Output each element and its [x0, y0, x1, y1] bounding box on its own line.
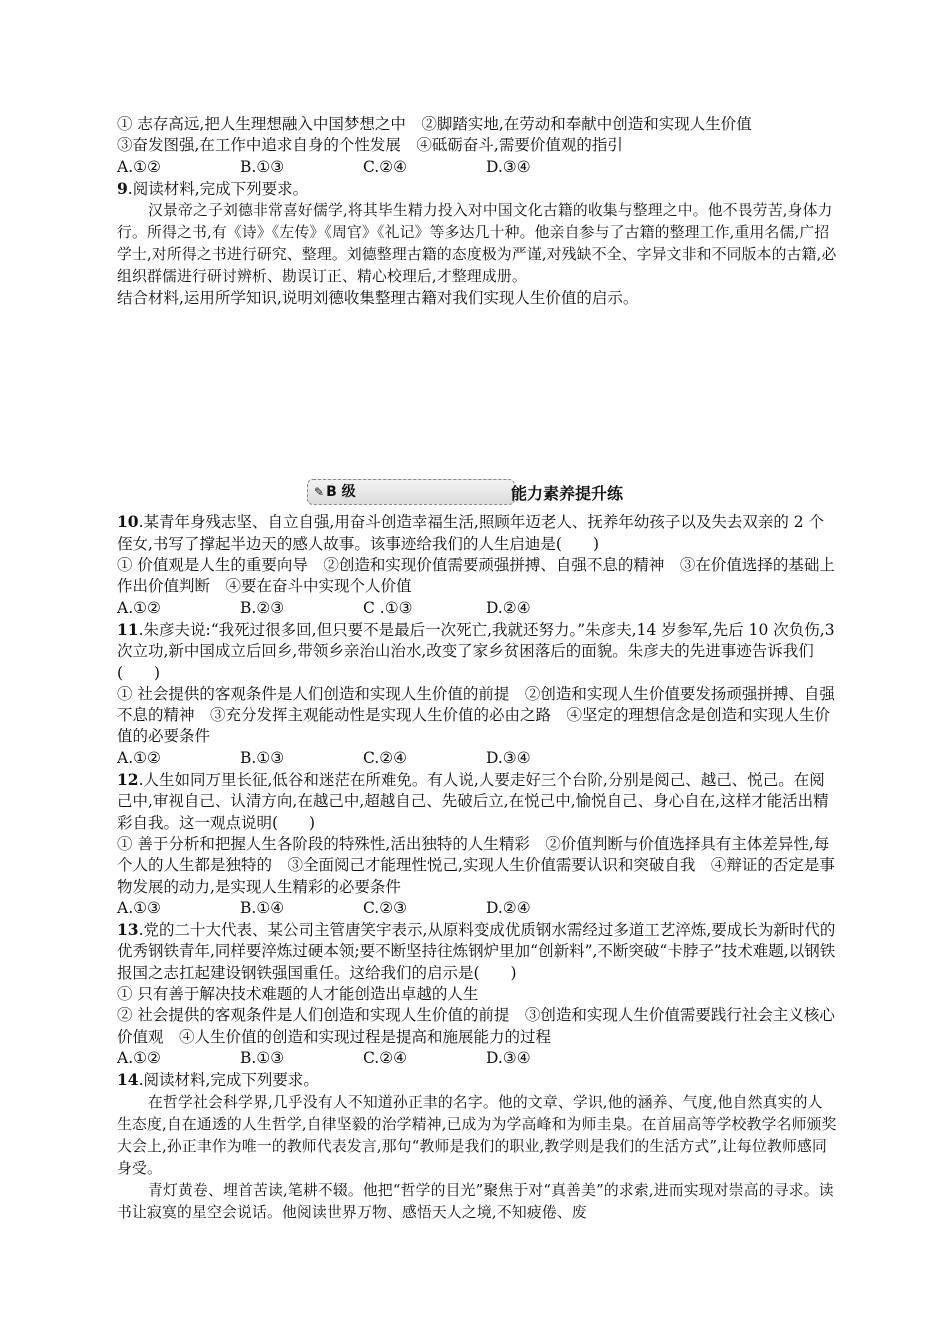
q14-stem-text: .阅读材料,完成下列要求。: [138, 1071, 319, 1090]
q13-option-1: ① 只有善于解决技术难题的人才能创造出卓越的人生: [117, 985, 479, 1004]
choice-a: A.①②: [117, 748, 161, 767]
choice-d: D.②④: [486, 898, 531, 917]
q11-stem-text: .朱彦夫说:“我死过很多回,但只要不是最后一次死亡,我就还努力。”朱彦夫,14 岁参军,先后 10 次负伤,3 次立功,新中国成立后回乡,带领乡亲治山治水,改变了家乡贫困落后的面貌。朱彦夫的先进事迹告诉我们( ): [117, 620, 835, 682]
choice-b: B.②③: [240, 598, 285, 617]
q10-stem-text: .某青年身残志坚、自立自强,用奋斗创造幸福生活,照顾年迈老人、抚养年幼孩子以及失去双亲的 2 个侄女,书写了撑起半边天的感人故事。该事迹给我们的人生启迪是( ): [117, 513, 825, 553]
q10-stem: [117, 511, 837, 555]
section-level-tab: [307, 479, 515, 505]
q9-stem: [117, 178, 837, 200]
q14-stem: [117, 1069, 837, 1091]
q9-stem-text: .阅读材料,完成下列要求。: [127, 179, 309, 198]
q12-choices: [117, 898, 837, 919]
q13-stem-text: .党的二十大代表、某公司主管唐笑宇表示,从原料变成优质钢水需经过多道工艺淬炼,要成长为新时代的优秀钢铁青年,同样要淬炼过硬本领;要不断坚持往炼钢炉里加“创新料”,不断突破“卡脖子”技术难题,以钢铁报国之志扛起建设钢铁强国重任。这给我们的启示是( ): [117, 921, 836, 982]
choice-d: D.②④: [486, 598, 531, 617]
choice-c: C.②③: [363, 898, 408, 917]
choice-c: C.②④: [363, 1048, 408, 1067]
choice-d: D.③④: [486, 157, 531, 176]
choice-b: B.①④: [240, 898, 285, 917]
q9-requirement: 结合材料,运用所学知识,说明刘德收集整理古籍对我们实现人生价值的启示。: [117, 289, 639, 308]
q12-options: ① 善于分析和把握人生各阶段的特殊性,活出独特的人生精彩 ②价值判断与价值选择具有主体差异性,每个人的人生都是独特的 ③全面阅己才能理性悦己,实现人生价值需要认识和突破自我 ④辩证的否定是事物发展的动力,是实现人生精彩的必要条件: [117, 834, 835, 896]
q11-number: 11: [117, 619, 139, 639]
q10-options: ① 价值观是人生的重要向导 ②创造和实现价值需要顽强拼搏、自强不息的精神 ③在价值选择的基础上作出价值判断 ④要在奋斗中实现个人价值: [117, 556, 835, 596]
page-content: [117, 114, 837, 1224]
section-title: 能力素养提升练: [511, 484, 624, 504]
section-header: [117, 479, 837, 509]
choice-c: C.②④: [363, 748, 408, 767]
answer-space: [117, 309, 837, 479]
choice-a: A.①②: [117, 598, 161, 617]
pencil-icon: ✎: [314, 485, 325, 500]
q14-number: 14: [117, 1070, 139, 1090]
choice-a: A.①②: [117, 1048, 161, 1067]
q8-options-line-2: ③奋发图强,在工作中追求自身的个性发展 ④砥砺奋斗,需要价值观的指引: [117, 136, 623, 155]
choice-b: B.①③: [240, 157, 285, 176]
q13-options: ② 社会提供的客观条件是人们创造和实现人生价值的前提 ③创造和实现人生价值需要践行社会主义核心价值观 ④人生价值的创造和实现过程是提高和施展能力的过程: [117, 1006, 835, 1046]
q9-number: 9: [117, 178, 128, 198]
q9-material: 汉景帝之子刘德非常喜好儒学,将其毕生精力投入对中国文化古籍的收集与整理之中。他不畏劳苦,身体力行。所得之书,有《诗》《左传》《周官》《礼记》等多达几十种。他亲自参与了古籍的整理工作,重用名儒,广招学士,对所得之书进行研究、整理。刘德整理古籍的态度极为严谨,对残缺不全、字异文非和不同版本的古籍,必组织群儒进行研讨辨析、勘误订正、精心校理后,才整理成册。: [117, 202, 837, 286]
q12-number: 12: [117, 770, 139, 790]
q11-choices: [117, 748, 837, 769]
choice-a: A.①②: [117, 157, 161, 176]
q11-stem: [117, 619, 837, 684]
q13-stem: [117, 919, 837, 984]
choice-b: B.①③: [240, 748, 285, 767]
q14-paragraph-1: 在哲学社会科学界,几乎没有人不知道孙正聿的名字。他的文章、学识,他的涵养、气度,他自然真实的人生态度,自在通透的人生哲学,自律坚毅的治学精神,已成为为学高峰和为师圭臬。在首届高等学校教学名师颁奖大会上,孙正聿作为唯一的教师代表发言,那句“教师是我们的职业,教学则是我们的生活方式”,让每位教师感同身受。: [117, 1093, 837, 1177]
q11-options: ① 社会提供的客观条件是人们创造和实现人生价值的前提 ②创造和实现人生价值要发扬顽强拼搏、自强不息的精神 ③充分发挥主观能动性是实现人生价值的必由之路 ④坚定的理想信念是创造和实现人生价值的必要条件: [117, 684, 835, 746]
q13-choices: [117, 1048, 837, 1069]
q12-stem: [117, 769, 837, 834]
q13-number: 13: [117, 920, 139, 940]
choice-a: A.①③: [117, 898, 161, 917]
choice-c: C.②④: [363, 157, 408, 176]
q8-choices: [117, 157, 837, 178]
choice-d: D.③④: [486, 1048, 531, 1067]
q14-paragraph-2: 青灯黄卷、埋首苦读,笔耕不辍。他把“哲学的目光”聚焦于对“真善美”的求索,进而实现对崇高的寻求。读书让寂寞的星空会说话。他阅读世界万物、感悟天人之境,不知疲倦、废: [117, 1181, 834, 1221]
q12-stem-text: .人生如同万里长征,低谷和迷茫在所难免。有人说,人要走好三个台阶,分别是阅己、越己、悦己。在阅己中,审视自己、认清方向,在越己中,超越自己、先破后立,在悦己中,愉悦自己、身心自在,这样才能活出精彩自我。这一观点说明( ): [117, 771, 829, 832]
q8-options-line-1: ① 志存高远,把人生理想融入中国梦想之中 ②脚踏实地,在劳动和奉献中创造和实现人生价值: [117, 115, 752, 133]
choice-d: D.③④: [486, 748, 531, 767]
choice-b: B.①③: [240, 1048, 285, 1067]
section-level-label: B 级: [326, 484, 356, 501]
q10-choices: [117, 598, 837, 619]
choice-c: C .①③: [363, 598, 413, 617]
q10-number: 10: [117, 512, 139, 532]
